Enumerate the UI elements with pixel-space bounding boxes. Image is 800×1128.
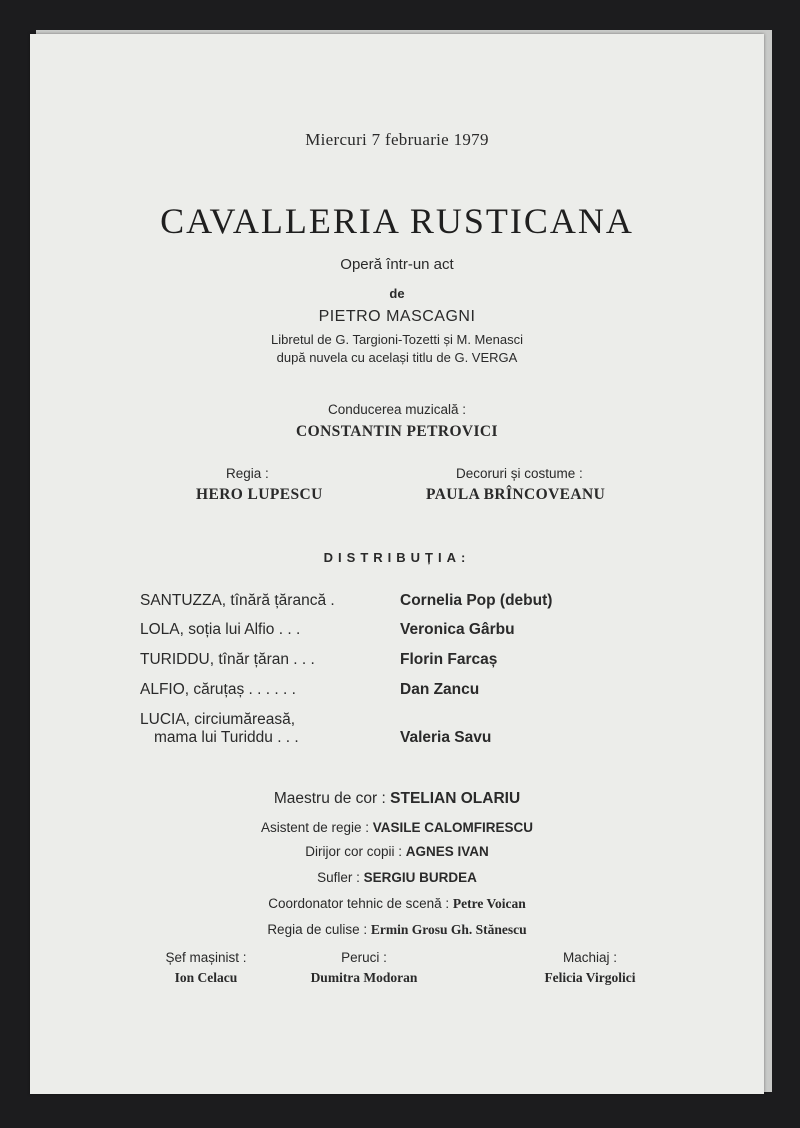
cast-role: LOLA, soția lui Alfio . . . (140, 621, 301, 638)
crew-label: Coordonator tehnic de scenă : (268, 896, 450, 911)
composer-name: PIETRO MASCAGNI (318, 308, 476, 325)
cast-actor: Florin Farcaș (400, 651, 498, 668)
crew-label: Maestru de cor : (273, 790, 386, 807)
cast-actor: Cornelia Pop (debut) (400, 592, 553, 609)
libretto-credit: Libretul de G. Targioni-Tozetti și M. Menasci (271, 332, 523, 347)
cast-role: TURIDDU, tînăr țăran . . . (140, 651, 315, 668)
footer-label: Șef mașinist : (165, 950, 247, 965)
conductor-name: CONSTANTIN PETROVICI (296, 423, 498, 440)
design-label: Decoruri și costume : (456, 466, 583, 481)
crew-line (30, 820, 764, 835)
crew-line (30, 896, 764, 912)
crew-name: STELIAN OLARIU (390, 790, 521, 807)
program-sheet (30, 34, 764, 1094)
crew-line (30, 870, 764, 885)
crew-name: VASILE CALOMFIRESCU (372, 820, 534, 835)
crew-name: AGNES IVAN (405, 844, 489, 859)
footer-name: Dumitra Modoran (310, 970, 418, 985)
cast-role: ALFIO, căruțaș . . . . . . (140, 681, 296, 698)
cast-role: SANTUZZA, tînără țărancă . (140, 592, 335, 609)
cast-actor: Veronica Gârbu (400, 621, 515, 638)
footer-label: Peruci : (341, 950, 387, 965)
by-word: de (389, 286, 405, 301)
crew-name: Petre Voican (452, 896, 526, 911)
crew-line (30, 922, 764, 938)
crew-name: Ermin Grosu Gh. Stănescu (370, 922, 527, 937)
opera-title: CAVALLERIA RUSTICANA (160, 201, 634, 241)
opera-subtitle: Operă într-un act (340, 256, 454, 273)
footer-label: Machiaj : (562, 950, 618, 965)
performance-date: Miercuri 7 februarie 1979 (305, 130, 489, 149)
crew-label: Sufler : (317, 870, 360, 885)
cast-heading: DISTRIBUȚIA: (323, 550, 471, 565)
crew-label: Dirijor cor copii : (305, 844, 402, 859)
crew-label: Asistent de regie : (260, 820, 370, 835)
designer-name: PAULA BRÎNCOVEANU (426, 486, 606, 503)
source-credit: după nuvela cu același titlu de G. VERGA (276, 350, 518, 365)
cast-role: LUCIA, circiumăreasă, (140, 711, 296, 728)
cast-actor: Dan Zancu (400, 681, 480, 698)
crew-name: SERGIU BURDEA (363, 870, 477, 885)
cast-role-continued: mama lui Turiddu . . . (154, 729, 299, 746)
footer-name: Felicia Virgolici (544, 970, 636, 985)
footer-name: Ion Celacu (174, 970, 238, 985)
crew-line (30, 790, 764, 808)
crew-label: Regia de culise : (267, 922, 368, 937)
cast-actor: Valeria Savu (400, 729, 492, 746)
direction-label: Regia : (226, 466, 269, 481)
crew-line (30, 844, 764, 859)
director-name: HERO LUPESCU (196, 486, 323, 503)
music-direction-label: Conducerea muzicală : (327, 402, 467, 417)
